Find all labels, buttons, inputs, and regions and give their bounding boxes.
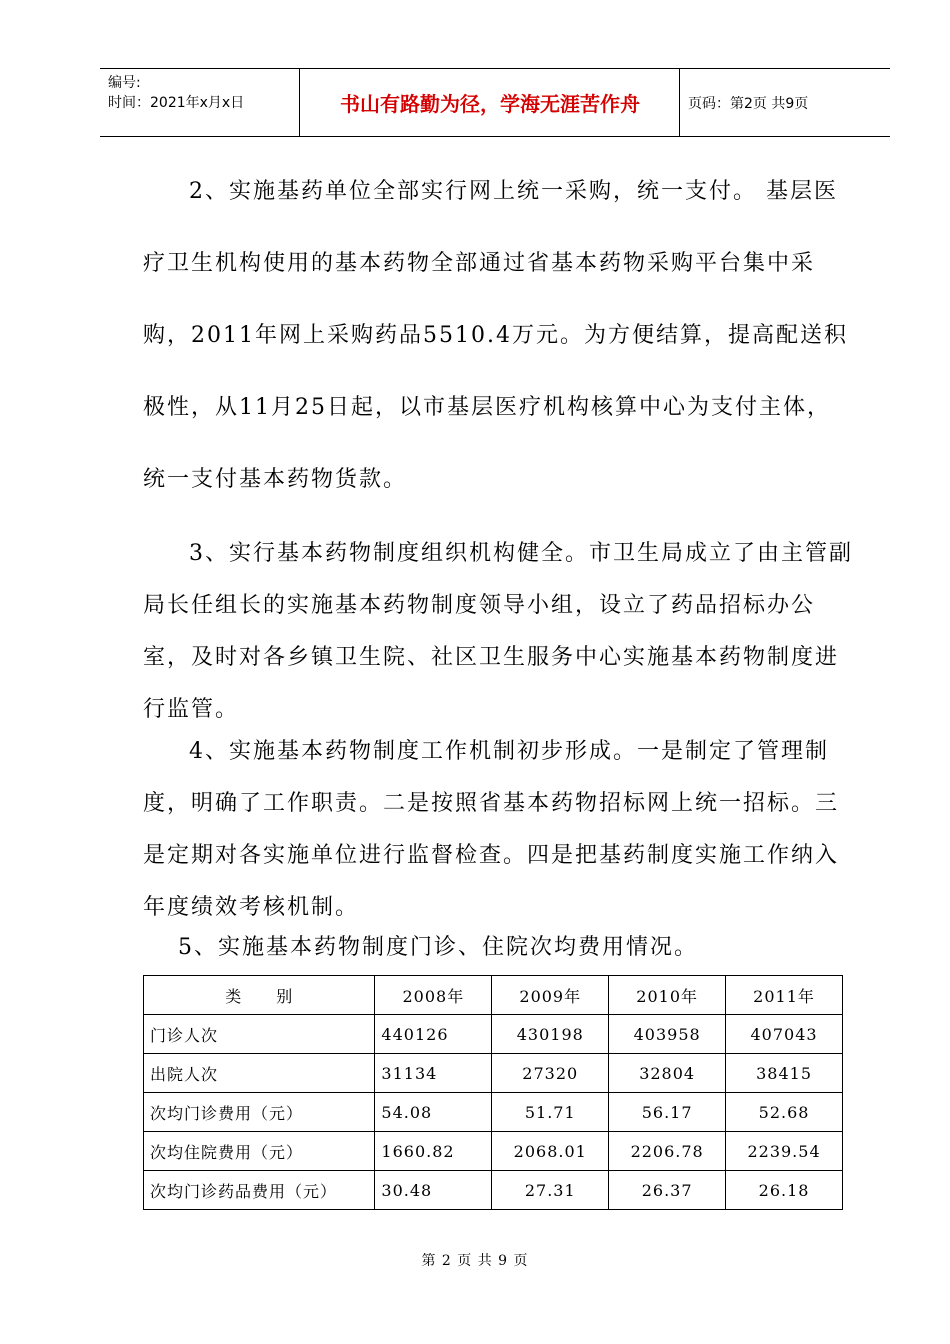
table-header-cell: 2008年 [375, 976, 492, 1015]
table-row [144, 1132, 843, 1171]
table-cell: 32804 [609, 1054, 726, 1093]
page-header [100, 68, 890, 137]
table-cell: 54.08 [375, 1093, 492, 1132]
document-time-label: 时间：2021年x月x日 [108, 95, 245, 111]
header-motto: 书山有路勤为径，学海无涯苦作舟 [301, 69, 680, 136]
table-header-cell: 类 别 [144, 976, 375, 1015]
paragraph-5: 5、实施基本药物制度门诊、住院次均费用情况。 [178, 935, 698, 960]
table-cell: 27320 [492, 1054, 609, 1093]
table-cell: 26.37 [609, 1171, 726, 1210]
table-cell: 次均住院费用（元） [144, 1132, 375, 1171]
table-cell: 次均门诊药品费用（元） [144, 1171, 375, 1210]
table-cell: 27.31 [492, 1171, 609, 1210]
table-cell: 30.48 [375, 1171, 492, 1210]
table-cell: 31134 [375, 1054, 492, 1093]
table-row [144, 1093, 843, 1132]
table-cell: 次均门诊费用（元） [144, 1093, 375, 1132]
table-cell: 51.71 [492, 1093, 609, 1132]
table-cell: 1660.82 [375, 1132, 492, 1171]
expense-table [143, 975, 843, 1210]
paragraph-2: 2、实施基药单位全部实行网上统一采购，统一支付。 基层医疗卫生机构使用的基本药物全部通过省基本药物采购平台集中采购，2011年网上采购药品5510.4万元。为方便结算，提高配送积极性，从11月25日起，以市基层医疗机构核算中心为支付主体，统一支付基本药物货款。 [143, 179, 848, 492]
table-cell: 2206.78 [609, 1132, 726, 1171]
table-cell: 52.68 [726, 1093, 843, 1132]
header-meta [100, 69, 300, 136]
table-cell: 门诊人次 [144, 1015, 375, 1054]
table-cell: 2068.01 [492, 1132, 609, 1171]
table-cell: 出院人次 [144, 1054, 375, 1093]
table-header-row [144, 976, 843, 1015]
table-cell: 2239.54 [726, 1132, 843, 1171]
table-cell: 440126 [375, 1015, 492, 1054]
paragraph-3: 3、实行基本药物制度组织机构健全。市卫生局成立了由主管副局长任组长的实施基本药物制度领导小组，设立了药品招标办公室，及时对各乡镇卫生院、社区卫生服务中心实施基本药物制度进行监管。 [143, 541, 853, 722]
table-cell: 56.17 [609, 1093, 726, 1132]
table-cell: 26.18 [726, 1171, 843, 1210]
table-cell: 403958 [609, 1015, 726, 1054]
table-cell: 407043 [726, 1015, 843, 1054]
header-page-label: 页码：第2页 共9页 [688, 95, 809, 112]
table-cell: 38415 [726, 1054, 843, 1093]
page-footer: 第 2 页 共 9 页 [421, 1253, 529, 1269]
table-header-cell: 2009年 [492, 976, 609, 1015]
table-header-cell: 2010年 [609, 976, 726, 1015]
table-header-cell: 2011年 [726, 976, 843, 1015]
table-row [144, 1054, 843, 1093]
document-number-label: 编号: [108, 75, 141, 91]
table-row [144, 1015, 843, 1054]
table-cell: 430198 [492, 1015, 609, 1054]
paragraph-4: 4、实施基本药物制度工作机制初步形成。一是制定了管理制度，明确了工作职责。二是按照省基本药物招标网上统一招标。三是定期对各实施单位进行监督检查。四是把基药制度实施工作纳入年度绩效考核机制。 [143, 739, 840, 920]
table-row [144, 1171, 843, 1210]
